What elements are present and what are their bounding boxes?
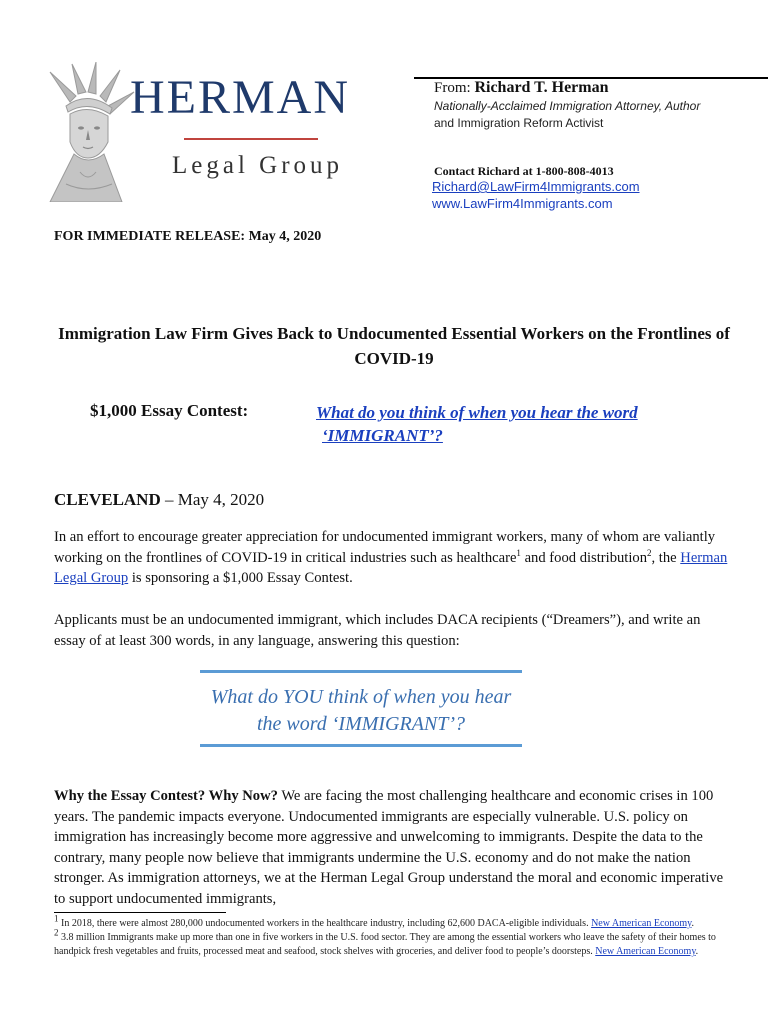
intro-text-comma: , the: [651, 549, 681, 566]
statue-of-liberty-icon: [30, 62, 140, 202]
footnote-ref-2: 2: [647, 547, 652, 558]
intro-text-end: is sponsoring a $1,000 Essay Contest.: [128, 570, 353, 587]
from-name: Richard T. Herman: [474, 79, 609, 96]
footnote-2: [54, 927, 736, 958]
credentials-line2: and Immigration Reform Activist: [434, 116, 604, 130]
quote-line1: What do YOU think of when you hear: [210, 686, 512, 708]
headline: Immigration Law Firm Gives Back to Undocumented Essential Workers on the Frontlines of COVID-19: [58, 324, 730, 368]
from-label: From:: [434, 80, 471, 96]
brand-subtitle: Legal Group: [172, 152, 344, 179]
contest-question-line2: ‘IMMIGRANT’?: [322, 426, 443, 445]
quote-line2: the word ‘IMMIGRANT’?: [256, 713, 466, 735]
footnote-2-link[interactable]: New American Economy: [595, 945, 696, 957]
quote-bottom-rule: [200, 744, 522, 747]
dateline: [54, 490, 264, 510]
footnote-1: [54, 913, 736, 930]
contest-label: $1,000 Essay Contest:: [90, 401, 249, 420]
footnote-1-text: In 2018, there were almost 280,000 undocumented workers in the healthcare industry, including 62,600 DACA-eligible individuals.: [58, 918, 592, 929]
footnote-1-link[interactable]: New American Economy: [591, 918, 692, 929]
footnote-2-number: 2: [54, 927, 59, 938]
intro-text-mid: and food distribution: [520, 549, 647, 566]
email-link[interactable]: Richard@LawFirm4Immigrants.com: [432, 179, 640, 194]
contest-question-link[interactable]: [316, 401, 726, 447]
brand-name: HERMAN: [130, 71, 351, 124]
dateline-city: CLEVELAND: [54, 490, 161, 509]
intro-text: In an effort to encourage greater appreciation for undocumented immigrant workers, many of whom are valiantly working on the frontlines of COVID-19 in critical industries such as healthcare: [54, 529, 716, 566]
paragraph-why: [54, 786, 734, 910]
contact-phone: Contact Richard at 1-800-808-4013: [434, 164, 614, 178]
pull-quote: [200, 684, 522, 738]
paragraph-eligibility: Applicants must be an undocumented immigrant, which includes DACA recipients (“Dreamers”), and write an essay of at least 300 words, in any language, answering this question:: [54, 612, 701, 649]
herman-legal-group-logo: [30, 62, 400, 202]
footnote-1-end: .: [691, 918, 695, 929]
from-line: [434, 79, 609, 97]
why-text: We are facing the most challenging healthcare and economic crises in 100 years. The pandemic impacts everyone. Undocumented immigrants are especially vulnerable. U.S. policy on immigration has increasingly become more aggressive and unwelcoming to immigrants. Despite the data to the contrary, many people now believe that immigrants undermine the U.S. economy and do not make the nation stronger. As immigration attorneys, we at the Herman Legal Group understand the moral and economic imperative to support undocumented immigrants,: [54, 788, 724, 907]
footnote-divider: [54, 912, 226, 913]
herman-legal-group-link[interactable]: Herman Legal Group: [54, 549, 728, 587]
footnote-2-text: 3.8 million Immigrants make up more than one in five workers in the U.S. food sector. They are among the essential workers who leave the safety of their homes to handpick fresh vegetables and fruits, processed meat and seafood, stock shelves with groceries, and deliver food to people’s doorsteps.: [54, 932, 716, 957]
release-date: FOR IMMEDIATE RELEASE: May 4, 2020: [54, 229, 322, 244]
credentials-line1: Nationally-Acclaimed Immigration Attorney, Author: [434, 99, 701, 113]
brand-divider: [184, 138, 318, 140]
dateline-date: – May 4, 2020: [165, 490, 265, 509]
footnote-1-number: 1: [54, 913, 59, 924]
footnote-ref-1: 1: [516, 547, 521, 558]
quote-top-rule: [200, 670, 522, 673]
footnote-2-end: .: [695, 945, 699, 957]
paragraph-intro: [54, 527, 734, 589]
credentials: [434, 98, 754, 132]
why-heading: Why the Essay Contest? Why Now?: [54, 788, 278, 804]
contest-question-line1: What do you think of when you hear the word: [316, 403, 638, 422]
footnotes: [54, 913, 736, 959]
website-link[interactable]: www.LawFirm4Immigrants.com: [432, 196, 613, 211]
